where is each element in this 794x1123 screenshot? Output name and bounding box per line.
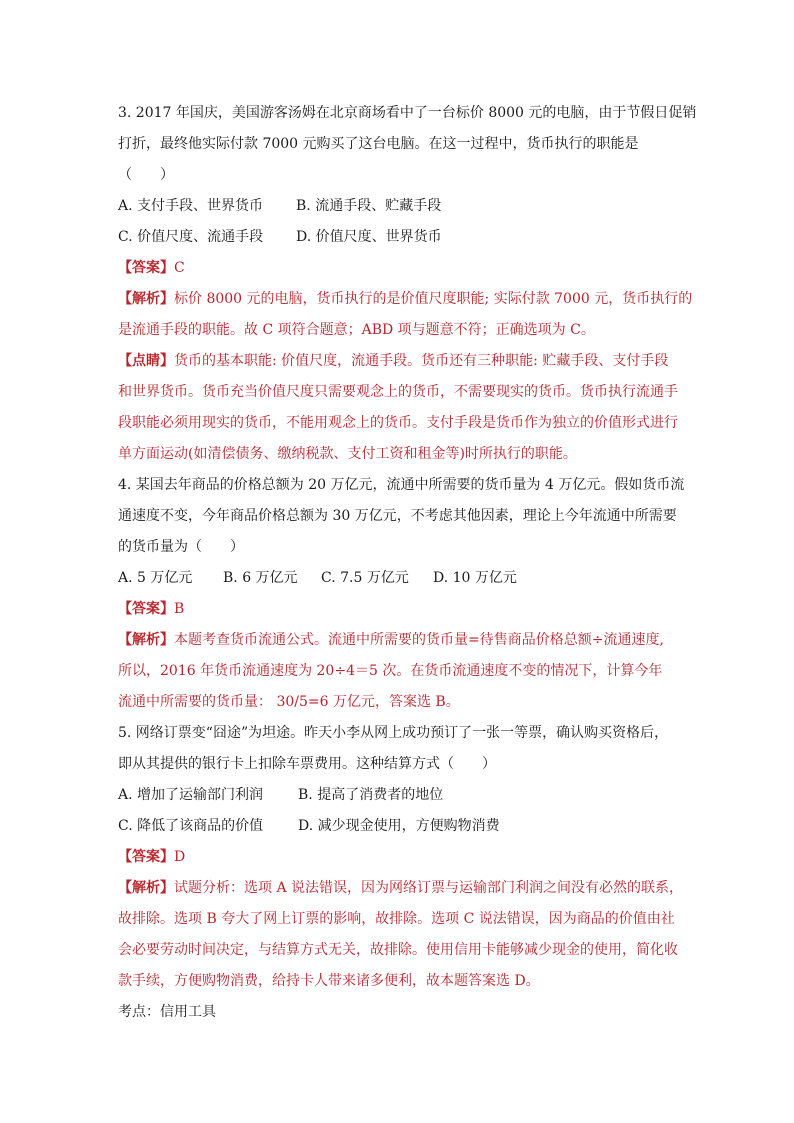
analysis-text: 本题考查货币流通公式。流通中所需要的货币量=待售商品价格总额÷流通速度, xyxy=(174,632,664,648)
option-b: B. 流通手段、贮藏手段 xyxy=(296,198,442,214)
question-3-stem-line: 打折，最终他实际付款 7000 元购买了这台电脑。在这一过程中，货币执行的职能是 xyxy=(118,136,639,152)
answer-tag: 【答案】 xyxy=(118,260,174,276)
analysis-text: 试题分析：选项 A 说法错误，因为网络订票与运输部门利润之间没有必然的联系， xyxy=(174,880,684,896)
option-a: A. 支付手段、世界货币 xyxy=(118,198,264,214)
question-4 xyxy=(118,470,684,718)
answer-line xyxy=(118,253,684,284)
option-d: D. 减少现金使用，方便购物消费 xyxy=(298,818,500,834)
option-d: D. 10 万亿元 xyxy=(433,570,517,586)
answer-value: D xyxy=(174,849,186,865)
analysis-line: 款手续，方便购物消费，给持卡人带来诸多便利，故本题答案选 D。 xyxy=(118,973,540,989)
question-5-options-row xyxy=(118,811,684,842)
question-3-options-row xyxy=(118,191,684,222)
answer-value: C xyxy=(174,260,185,276)
question-4-stem-line: 4. 某国去年商品的价格总额为 20 万亿元，流通中所需要的货币量为 4 万亿元。假如货币流 xyxy=(118,477,685,493)
analysis-line: 流通中所需要的货币量： 30/5=6 万亿元，答案选 B。 xyxy=(118,694,460,710)
question-3-options-row xyxy=(118,222,684,253)
point-line: 段职能必须用现实的货币，不能用观念上的货币。支付手段是货币作为独立的价值形式进行 xyxy=(118,415,678,431)
question-3-stem-line: （ ） xyxy=(118,167,174,183)
analysis-tag: 【解析】 xyxy=(118,291,174,307)
question-4-stem-line: 的货币量为（ ） xyxy=(118,539,244,555)
option-a: A. 5 万亿元 xyxy=(118,570,193,586)
option-b: B. 6 万亿元 xyxy=(223,570,298,586)
analysis-tag: 【解析】 xyxy=(118,632,174,648)
answer-value: B xyxy=(174,601,185,617)
question-3 xyxy=(118,98,697,470)
question-5-stem-line: 5. 网络订票变“囧途”为坦途。昨天小李从网上成功预订了一张一等票，确认购买资格后， xyxy=(118,725,669,741)
question-5 xyxy=(118,718,684,1028)
option-c: C. 7.5 万亿元 xyxy=(321,570,409,586)
answer-line xyxy=(118,842,684,873)
analysis-line: 所以，2016 年货币流通速度为 20÷4＝5 次。在货币流通速度不变的情况下，计算今年 xyxy=(118,663,663,679)
question-5-stem-line: 即从其提供的银行卡上扣除车票费用。这种结算方式（ ） xyxy=(118,756,496,772)
analysis-text: 标价 8000 元的电脑，货币执行的是价值尺度职能; 实际付款 7000 元，货币执行的 xyxy=(174,291,693,307)
option-a: A. 增加了运输部门利润 xyxy=(118,787,264,803)
question-3-stem-line: 3. 2017 年国庆，美国游客汤姆在北京商场看中了一台标价 8000 元的电脑，由于节假日促销 xyxy=(118,105,697,121)
point-line: 和世界货币。货币充当价值尺度只需要观念上的货币，不需要现实的货币。货币执行流通手 xyxy=(118,384,678,400)
question-4-options-row xyxy=(118,563,684,594)
answer-tag: 【答案】 xyxy=(118,849,174,865)
option-d: D. 价值尺度、世界货币 xyxy=(296,229,442,245)
point-line xyxy=(118,346,684,377)
kaodian-line: 考点：信用工具 xyxy=(118,1004,216,1020)
analysis-line: 会必要劳动时间决定，与结算方式无关，故排除。使用信用卡能够减少现金的使用，简化收 xyxy=(118,942,678,958)
analysis-line xyxy=(118,284,693,315)
analysis-line xyxy=(118,873,684,904)
analysis-tag: 【解析】 xyxy=(118,880,174,896)
analysis-line: 是流通手段的职能。故 C 项符合题意；ABD 项与题意不符；正确选项为 C。 xyxy=(118,322,595,338)
point-line: 单方面运动(如清偿债务、缴纳税款、支付工资和租金等)时所执行的职能。 xyxy=(118,446,577,462)
point-tag: 【点睛】 xyxy=(118,353,174,369)
point-text: 货币的基本职能: 价值尺度，流通手段。货币还有三种职能: 贮藏手段、支付手段 xyxy=(174,353,669,369)
question-5-options-row xyxy=(118,780,684,811)
answer-tag: 【答案】 xyxy=(118,601,174,617)
option-c: C. 降低了该商品的价值 xyxy=(118,818,264,834)
question-4-stem-line: 通速度不变，今年商品价格总额为 30 万亿元，不考虑其他因素，理论上今年流通中所需要 xyxy=(118,508,677,524)
answer-line xyxy=(118,594,684,625)
analysis-line xyxy=(118,625,684,656)
document-page xyxy=(118,98,697,1028)
analysis-line: 故排除。选项 B 夸大了网上订票的影响，故排除。选项 C 说法错误，因为商品的价值由社 xyxy=(118,911,675,927)
option-b: B. 提高了消费者的地位 xyxy=(298,787,444,803)
option-c: C. 价值尺度、流通手段 xyxy=(118,229,264,245)
